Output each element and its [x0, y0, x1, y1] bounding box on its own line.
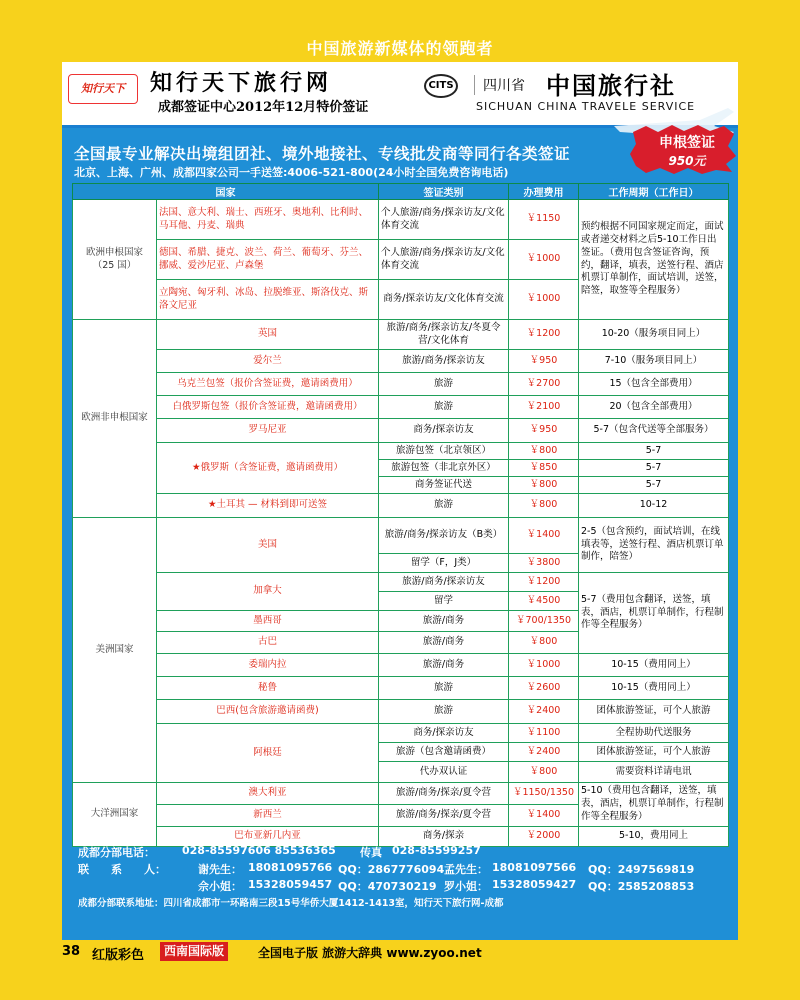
- table-row: [73, 419, 729, 443]
- contact-qq: QQ：2867776094: [338, 863, 445, 876]
- fax-number: 028-85599257: [392, 844, 481, 857]
- cits-logo-icon: CITS: [424, 74, 458, 98]
- fee-cell: ￥950: [509, 350, 579, 373]
- phone-line: [78, 844, 728, 861]
- period-cell: 5-7: [579, 460, 729, 477]
- col-header-period: 工作周期（工作日）: [579, 184, 729, 200]
- region-schengen: 欧洲申根国家 （25 国）: [73, 200, 157, 320]
- type-cell: 个人旅游/商务/探亲访友/文化体育交流: [379, 240, 509, 280]
- type-cell: 商务/探亲访友: [379, 724, 509, 743]
- promo-title: 申根签证: [659, 135, 715, 151]
- fee-cell: ￥800: [509, 632, 579, 654]
- fee-cell: ￥850: [509, 460, 579, 477]
- type-cell: 个人旅游/商务/探亲访友/文化体育交流: [379, 200, 509, 240]
- type-cell: 旅游包签（非北京外区）: [379, 460, 509, 477]
- period-cell: 需要资料详请电讯: [579, 762, 729, 783]
- fee-cell: ￥1200: [509, 320, 579, 350]
- table-row: [73, 443, 729, 460]
- type-cell: 留学: [379, 592, 509, 611]
- table-row: [73, 677, 729, 700]
- country-cell: 巴布亚新几内亚: [157, 827, 379, 847]
- table-row: [73, 518, 729, 554]
- type-cell: 旅游/商务: [379, 654, 509, 677]
- address-text: 成都分部联系地址：四川省成都市一环路南三段15号华侨大厦1412-1413室，知行天下旅行网-成都: [78, 898, 504, 909]
- fee-cell: ￥2400: [509, 743, 579, 762]
- fee-cell: ￥800: [509, 443, 579, 460]
- type-cell: 商务签证代送: [379, 477, 509, 494]
- type-cell: 旅游/商务: [379, 632, 509, 654]
- contact-phone: 18081095766: [248, 861, 333, 874]
- type-cell: 商务/探亲访友: [379, 419, 509, 443]
- country-cell: 新西兰: [157, 805, 379, 827]
- fee-cell: ￥2000: [509, 827, 579, 847]
- contact-name: 佘小姐：: [198, 880, 242, 893]
- fee-cell: ￥700/1350: [509, 611, 579, 632]
- country-cell: 阿根廷: [157, 724, 379, 783]
- fee-cell: ￥3800: [509, 554, 579, 573]
- country-cell: 加拿大: [157, 573, 379, 611]
- visa-price-table: [72, 183, 729, 847]
- fee-cell: ￥950: [509, 419, 579, 443]
- contact-phone: 18081097566: [492, 861, 577, 874]
- period-cell: 全程协助代送服务: [579, 724, 729, 743]
- cits-english-name: SICHUAN CHINA TRAVELE SERVICE: [476, 100, 696, 113]
- type-cell: 旅游/商务/探亲访友: [379, 573, 509, 592]
- period-cell: 10-15（费用同上）: [579, 654, 729, 677]
- contact-phone: 15328059427: [492, 878, 577, 891]
- fee-cell: ￥2100: [509, 396, 579, 419]
- tagline: 中国旅游新媒体的领跑者: [306, 39, 494, 58]
- contact-name: 罗小姐：: [444, 880, 488, 893]
- country-cell: 古巴: [157, 632, 379, 654]
- fee-cell: ￥1000: [509, 654, 579, 677]
- col-header-country: 国家: [73, 184, 379, 200]
- country-cell: 德国、希腊、捷克、波兰、荷兰、葡萄牙、芬兰、挪威、爱沙尼亚、卢森堡: [157, 240, 379, 280]
- period-cell: 预约根据不同国家规定而定，面试或者递交材料之后5-10工作日出签证。（费用包含签证咨询，预约，翻译，填表，送签行程、酒店机票订单制作，面试培训，送签，陪签，取签等全程服务）: [579, 200, 729, 320]
- contact-qq: QQ：470730219: [338, 880, 437, 893]
- fee-cell: ￥2700: [509, 373, 579, 396]
- country-cell: ★俄罗斯（含签证费，邀请函费用）: [157, 443, 379, 494]
- contact-label: 联 系 人：: [78, 863, 166, 876]
- phone-numbers: 028-85597606 85536365: [182, 844, 336, 857]
- type-cell: 旅游/商务/探亲访友/冬夏令营/文化体育: [379, 320, 509, 350]
- region-nonschengen: 欧洲非申根国家: [73, 320, 157, 518]
- type-cell: 旅游: [379, 700, 509, 724]
- table-header-row: [73, 184, 729, 200]
- fee-cell: ￥2600: [509, 677, 579, 700]
- page-footer: [62, 942, 738, 962]
- period-cell: 5-7（包含代送等全部服务）: [579, 419, 729, 443]
- fee-cell: ￥800: [509, 494, 579, 518]
- country-cell: 澳大利亚: [157, 783, 379, 805]
- period-cell: 10-15（费用同上）: [579, 677, 729, 700]
- table-row: [73, 783, 729, 805]
- type-cell: 旅游/商务/探亲访友: [379, 350, 509, 373]
- subheadline: 北京、上海、广州、成都四家公司一手送签:4006-521-800(24小时全国免费咨询电话): [74, 166, 509, 179]
- fee-cell: ￥1000: [509, 280, 579, 320]
- country-cell: 法国、意大利、瑞士、西班牙、奥地利、比利时、马耳他、丹麦、瑞典: [157, 200, 379, 240]
- period-cell: 5-7（费用包含翻译，送签，填表，酒店，机票订单制作，行程制作等全程服务）: [579, 573, 729, 654]
- contact-qq: QQ：2497569819: [588, 863, 695, 876]
- country-cell: 巴西(包含旅游邀请函费): [157, 700, 379, 724]
- country-cell: 乌克兰包签（报价含签证费，邀请函费用）: [157, 373, 379, 396]
- region-oceania: 大洋洲国家: [73, 783, 157, 847]
- table-row: [73, 350, 729, 373]
- address-line: [78, 895, 728, 912]
- region-americas: 美洲国家: [73, 518, 157, 783]
- type-cell: 旅游/商务/探亲/夏令营: [379, 783, 509, 805]
- period-cell: 5-10，费用同上: [579, 827, 729, 847]
- period-cell: 20（包含全部费用）: [579, 396, 729, 419]
- country-cell: 委瑞内拉: [157, 654, 379, 677]
- fee-cell: ￥800: [509, 477, 579, 494]
- col-header-type: 签证类别: [379, 184, 509, 200]
- period-cell: 7-10（服务项目同上）: [579, 350, 729, 373]
- edition-label: 红版彩色: [92, 948, 145, 963]
- zxtx-logo: 知行天下: [68, 74, 138, 104]
- promo-price: 950元: [668, 154, 706, 168]
- period-cell: 5-7: [579, 477, 729, 494]
- site-title: 知行天下旅行网: [150, 70, 333, 96]
- period-cell: 15（包含全部费用）: [579, 373, 729, 396]
- period-cell: 团体旅游签证，可个人旅游: [579, 743, 729, 762]
- country-cell: 美国: [157, 518, 379, 573]
- country-cell: 秘鲁: [157, 677, 379, 700]
- table-row: [73, 654, 729, 677]
- fee-cell: ￥1100: [509, 724, 579, 743]
- period-cell: 团体旅游签证，可个人旅游: [579, 700, 729, 724]
- fee-cell: ￥800: [509, 762, 579, 783]
- table-row: [73, 573, 729, 592]
- fee-cell: ￥2400: [509, 700, 579, 724]
- country-cell: ★土耳其 — 材料到即可送签: [157, 494, 379, 518]
- contact-qq: QQ：2585208853: [588, 880, 695, 893]
- table-row: [73, 396, 729, 419]
- type-cell: 代办双认证: [379, 762, 509, 783]
- type-cell: 旅游包签（北京领区）: [379, 443, 509, 460]
- headline: 全国最专业解决出境组团社、境外地接社、专线批发商等同行各类签证: [74, 145, 571, 163]
- col-header-fee: 办理费用: [509, 184, 579, 200]
- contact-footer: [78, 844, 728, 912]
- country-cell: 立陶宛、匈牙利、冰岛、拉脱维亚、斯洛伐克、斯洛文尼亚: [157, 280, 379, 320]
- fee-cell: ￥1150: [509, 200, 579, 240]
- type-cell: 旅游/商务: [379, 611, 509, 632]
- contact-line-2: [78, 878, 728, 895]
- province-label: 四川省: [474, 75, 525, 95]
- edition-badge: 西南国际版: [160, 942, 228, 961]
- contact-name: 谢先生：: [198, 863, 242, 876]
- type-cell: 旅游: [379, 373, 509, 396]
- contact-line-1: [78, 861, 728, 878]
- fee-cell: ￥1200: [509, 573, 579, 592]
- cits-name: 中国旅行社: [546, 71, 676, 100]
- country-cell: 爱尔兰: [157, 350, 379, 373]
- period-cell: 5-10（费用包含翻译，送签，填表，酒店，机票订单制作，行程制作等全程服务）: [579, 783, 729, 827]
- table-row: [73, 320, 729, 350]
- site-subtitle: 成都签证中心2012年12月特价签证: [158, 100, 369, 115]
- table-row: [73, 700, 729, 724]
- country-cell: 白俄罗斯包签（报价含签证费，邀请函费用）: [157, 396, 379, 419]
- table-row: [73, 373, 729, 396]
- period-cell: 2-5（包含预约，面试培训，在线填表等，送签行程、酒店机票订单制作，陪签）: [579, 518, 729, 573]
- type-cell: 旅游/商务/探亲/夏令营: [379, 805, 509, 827]
- fee-cell: ￥1400: [509, 518, 579, 554]
- table-row: [73, 494, 729, 518]
- type-cell: 旅游: [379, 396, 509, 419]
- table-row: [73, 200, 729, 240]
- website-label: 全国电子版 旅游大辞典 www.zyoo.net: [258, 946, 482, 960]
- type-cell: 商务/探亲: [379, 827, 509, 847]
- type-cell: 旅游: [379, 677, 509, 700]
- country-cell: 墨西哥: [157, 611, 379, 632]
- page-number: 38: [62, 944, 81, 959]
- type-cell: 旅游/商务/探亲访友（B类）: [379, 518, 509, 554]
- fee-cell: ￥1150/1350: [509, 783, 579, 805]
- country-cell: 英国: [157, 320, 379, 350]
- contact-name: 孟先生：: [444, 863, 488, 876]
- fax-label: 传真: [360, 846, 382, 859]
- fee-cell: ￥1400: [509, 805, 579, 827]
- fee-cell: ￥1000: [509, 240, 579, 280]
- phone-label: 成都分部电话：: [78, 846, 155, 859]
- period-cell: 5-7: [579, 443, 729, 460]
- fee-cell: ￥4500: [509, 592, 579, 611]
- main-panel: [62, 62, 738, 940]
- type-cell: 旅游: [379, 494, 509, 518]
- period-cell: 10-20（服务项目同上）: [579, 320, 729, 350]
- type-cell: 商务/探亲访友/文化体育交流: [379, 280, 509, 320]
- type-cell: 留学（F，J类）: [379, 554, 509, 573]
- table-row: [73, 724, 729, 743]
- type-cell: 旅游（包含邀请函费）: [379, 743, 509, 762]
- country-cell: 罗马尼亚: [157, 419, 379, 443]
- contact-phone: 15328059457: [248, 878, 333, 891]
- period-cell: 10-12: [579, 494, 729, 518]
